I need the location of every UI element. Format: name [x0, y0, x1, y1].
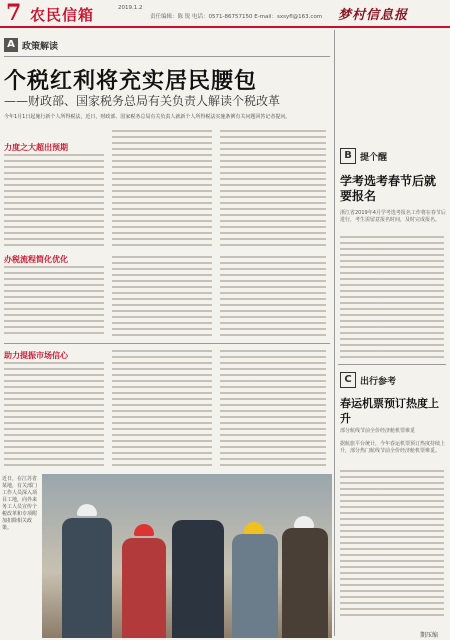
section-c-text [340, 470, 444, 620]
page-number: 7 [6, 0, 22, 26]
photo-person [232, 534, 278, 638]
section-b-body: 浙江省2019年4月学考选考报名工作将在春节后进行，考生需留意报名时间，及时完成报名。 [340, 210, 446, 223]
editor-meta: 责任编辑：陈 锐 电话：0571-86757150 E-mail：sxsyfl@163.com [150, 14, 323, 20]
section-b-badge: B [340, 148, 356, 164]
section-c-body: 据航旅平台统计，今年春运机票预订热度持续上升，部分热门航线节前全价经济舱机票难觅。 [340, 441, 446, 454]
section-c-headline: 春运机票预订热度上升 [340, 397, 439, 425]
article-text-col6 [220, 256, 326, 338]
subsection-heading-2: 办税流程简化优化 [4, 255, 68, 264]
section-b-headline: 学考选考春节后就要报名 [340, 174, 437, 203]
section-c-badge: C [340, 372, 356, 388]
main-lead: 今年1月1日起施行新个人所得税法，近日，财政部、国家税务总局有关负责人就新个人所得税法实施条例有关问题回答记者提问。 [4, 114, 291, 120]
section-a-title: 政策解读 [22, 41, 59, 52]
article-text-col7 [4, 362, 104, 466]
issue-date: 2019.1.2 [118, 5, 143, 11]
article-text-col8 [112, 350, 212, 466]
section-c-subheadline: 部分航线节前全价经济舱机票难觅 [340, 428, 416, 434]
column-divider [334, 30, 335, 636]
section-a-badge: A [4, 38, 18, 52]
news-photo [42, 474, 332, 638]
divider [4, 56, 330, 57]
section-b-label [340, 148, 446, 164]
article-text-col4 [4, 266, 104, 338]
section-b-text [340, 236, 444, 358]
photo-person [62, 518, 112, 638]
main-headline: 个税红利将充实居民腰包 [4, 69, 258, 94]
newspaper-brand: 梦村信息报 [338, 8, 409, 23]
article-text-col9 [220, 350, 326, 466]
article-text-col3 [220, 130, 326, 248]
helmet-icon [134, 524, 154, 536]
section-b-title: 提个醒 [360, 152, 388, 163]
photo-person [172, 520, 224, 638]
photo-person [282, 528, 328, 638]
divider [4, 343, 330, 344]
helmet-icon [77, 504, 97, 516]
main-subheadline: ——财政部、国家税务总局有关负责人解读个税改革 [4, 94, 281, 108]
photo-person [122, 538, 166, 638]
page-title: 农民信箱 [30, 6, 95, 24]
article-text-col2 [112, 130, 212, 248]
helmet-icon [244, 522, 264, 534]
section-c-title: 出行参考 [360, 376, 397, 387]
article-text-col5 [112, 256, 212, 338]
footer-page-label: 期压缩 [420, 632, 439, 639]
article-text-col1 [4, 154, 104, 248]
section-a-label [4, 38, 58, 52]
photo-caption: 近日，在江苏省某地，有关部门工作人员深入项目工地，向外来务工人员宣传个税改革和专项附加扣除相关政策。 [2, 476, 38, 531]
section-c-label [340, 372, 446, 388]
subsection-heading-1: 力度之大超出预期 [4, 143, 68, 152]
section-b [340, 148, 446, 224]
divider [338, 364, 446, 365]
section-c [340, 372, 446, 455]
helmet-icon [294, 516, 314, 528]
subsection-heading-3: 助力提振市场信心 [4, 351, 68, 360]
